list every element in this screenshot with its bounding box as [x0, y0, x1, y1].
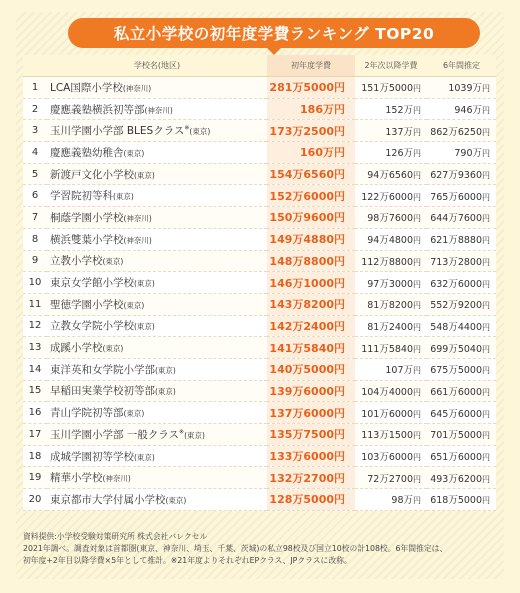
school-region: (東京)	[134, 279, 155, 289]
second-year-fee: 122万6000	[361, 191, 413, 203]
yen-unit: 円	[413, 301, 421, 311]
school-name-cell	[47, 424, 267, 446]
first-year-fee-cell	[267, 77, 355, 99]
yen-unit: 円	[482, 366, 490, 376]
six-year-fee-cell	[427, 337, 496, 359]
rank-cell: 1	[23, 77, 47, 99]
first-year-fee-cell	[267, 467, 355, 489]
first-year-fee-cell	[267, 163, 355, 185]
first-year-fee-cell	[267, 424, 355, 446]
school-name-cell	[47, 380, 267, 402]
first-year-fee: 149万4880	[269, 233, 334, 247]
table-row	[23, 163, 496, 185]
yen-unit: 円	[413, 344, 421, 354]
first-year-unit: 円	[334, 341, 345, 355]
second-year-fee: 98万	[391, 495, 413, 507]
six-year-fee-cell	[427, 402, 496, 424]
school-name-cell	[47, 250, 267, 272]
second-year-fee: 111万5840	[361, 343, 413, 355]
six-year-fee: 661万6000	[430, 386, 482, 398]
school-name: 横浜雙葉小学校	[50, 233, 124, 246]
yen-unit: 円	[482, 387, 490, 397]
yen-unit: 円	[482, 236, 490, 246]
school-name-cell	[47, 293, 267, 315]
first-year-unit: 円	[334, 363, 345, 377]
header-six-year: 6年間推定	[427, 55, 496, 77]
school-name-cell	[47, 489, 267, 511]
second-year-fee-cell	[355, 163, 427, 185]
footnote-method: 2021年調べ。調査対象は首都圏(東京、神奈川、埼玉、千葉、茨城)の私立98校及び国立10校の計108校。6年間推定は、	[23, 544, 448, 553]
yen-unit: 円	[482, 214, 490, 224]
six-year-fee: 765万6000	[430, 191, 482, 203]
six-year-fee: 862万6250	[430, 126, 482, 138]
first-year-unit: 円	[334, 189, 345, 203]
school-name: 慶應義塾幼稚舎	[50, 146, 124, 159]
second-year-fee: 151万5000	[361, 83, 413, 95]
school-region: (東京)	[102, 257, 124, 267]
table-row	[23, 142, 496, 164]
first-year-unit: 円	[334, 450, 345, 464]
six-year-fee: 790万	[454, 148, 482, 160]
six-year-fee: 946万	[454, 105, 482, 117]
table-row	[23, 337, 496, 359]
six-year-fee: 644万7600	[430, 213, 482, 225]
six-year-fee: 1039万	[448, 83, 482, 95]
school-name: 東京都市大学付属小学校	[50, 493, 166, 506]
yen-unit: 円	[482, 257, 490, 267]
first-year-unit: 円	[334, 124, 345, 138]
table-header-row	[23, 55, 496, 77]
school-region: (東京)	[155, 387, 176, 397]
rank-cell: 17	[23, 424, 47, 446]
table-row	[23, 185, 496, 207]
school-name-cell	[47, 272, 267, 294]
first-year-fee: 133万6000	[269, 450, 334, 464]
table-row	[23, 250, 496, 272]
first-year-fee-cell	[267, 445, 355, 467]
school-name: 精華小学校	[50, 472, 103, 485]
first-year-fee-cell	[267, 228, 355, 250]
six-year-fee-cell	[427, 489, 496, 511]
first-year-fee-cell	[267, 380, 355, 402]
first-year-fee-cell	[267, 489, 355, 511]
first-year-fee: 128万5000	[269, 493, 334, 507]
first-year-unit: 円	[334, 406, 345, 420]
school-name-cell	[47, 228, 267, 250]
school-region: (東京)	[134, 322, 155, 332]
second-year-fee-cell	[355, 358, 427, 380]
second-year-fee: 104万4000	[361, 386, 413, 398]
yen-unit: 円	[482, 409, 490, 419]
six-year-fee-cell	[427, 467, 496, 489]
six-year-fee-cell	[427, 120, 496, 142]
school-name-cell	[47, 207, 267, 229]
six-year-fee-cell	[427, 228, 496, 250]
rank-cell: 10	[23, 272, 47, 294]
second-year-fee: 113万1500	[361, 430, 413, 442]
footnote-source: 資料提供:小学校受験対策研究所 株式会社バレクセル	[23, 532, 208, 541]
second-year-fee: 94万6560	[367, 170, 413, 182]
first-year-fee: 135万7500	[269, 428, 334, 442]
first-year-unit: 円	[334, 168, 345, 182]
yen-unit: 円	[413, 496, 421, 506]
school-region: (東京)	[155, 365, 176, 375]
second-year-fee-cell	[355, 489, 427, 511]
footnotes	[23, 531, 496, 567]
school-name-cell	[47, 467, 267, 489]
first-year-fee: 143万8200	[269, 298, 334, 312]
header-school: 学校名(地区)	[47, 55, 267, 77]
rank-cell: 18	[23, 445, 47, 467]
first-year-unit: 円	[334, 254, 345, 268]
first-year-fee: 152万6000	[269, 189, 334, 203]
yen-unit: 円	[413, 257, 421, 267]
first-year-unit: 円	[334, 146, 345, 160]
yen-unit: 円	[482, 496, 490, 506]
second-year-fee-cell	[355, 293, 427, 315]
six-year-fee-cell	[427, 424, 496, 446]
yen-unit: 円	[482, 301, 490, 311]
second-year-fee-cell	[355, 250, 427, 272]
first-year-fee-cell	[267, 272, 355, 294]
second-year-fee-cell	[355, 142, 427, 164]
school-name: 学習院初等科	[50, 190, 113, 203]
ranking-table	[23, 55, 496, 511]
school-name-cell	[47, 402, 267, 424]
school-name-cell	[47, 77, 267, 99]
school-name-cell	[47, 163, 267, 185]
table-row	[23, 272, 496, 294]
first-year-fee: 154万6560	[269, 168, 334, 182]
yen-unit: 円	[413, 127, 421, 137]
six-year-fee: 675万5000	[430, 365, 482, 377]
second-year-fee-cell	[355, 185, 427, 207]
first-year-fee-cell	[267, 207, 355, 229]
first-year-fee-cell	[267, 293, 355, 315]
yen-unit: 円	[413, 106, 421, 116]
school-region: (東京)	[165, 495, 187, 505]
second-year-fee-cell	[355, 337, 427, 359]
second-year-fee: 137万	[385, 126, 413, 138]
six-year-fee-cell	[427, 445, 496, 467]
six-year-fee: 701万5000	[430, 430, 482, 442]
school-name: 玉川学園小学部 一般クラス	[50, 428, 180, 441]
second-year-fee-cell	[355, 402, 427, 424]
school-region: (東京)	[102, 344, 124, 354]
rank-cell: 3	[23, 120, 47, 142]
first-year-fee: 173万2500	[269, 124, 334, 138]
school-name: 東洋英和女学院小学部	[50, 363, 155, 376]
second-year-fee: 103万6000	[361, 452, 413, 464]
yen-unit: 円	[482, 127, 490, 137]
second-year-fee-cell	[355, 272, 427, 294]
first-year-unit: 円	[334, 384, 345, 398]
second-year-fee: 72万2700	[367, 473, 413, 485]
table-row	[23, 424, 496, 446]
school-region: (東京)	[123, 300, 145, 310]
six-year-fee: 699万5040	[430, 343, 482, 355]
school-region: (東京)	[184, 430, 205, 440]
first-year-fee-cell	[267, 402, 355, 424]
first-year-fee: 160万	[300, 146, 334, 160]
first-year-fee-cell	[267, 98, 355, 120]
footnote-mark: ※	[179, 428, 185, 436]
yen-unit: 円	[413, 214, 421, 224]
school-region: (東京)	[123, 148, 145, 158]
header-rank	[23, 55, 47, 77]
yen-unit: 円	[482, 279, 490, 289]
school-name: 桐蔭学園小学校	[50, 211, 124, 224]
yen-unit: 円	[482, 453, 490, 463]
school-region: (神奈川)	[144, 105, 173, 115]
yen-unit: 円	[413, 236, 421, 246]
table-row	[23, 120, 496, 142]
school-name: 慶應義塾横浜初等部	[50, 103, 145, 116]
six-year-fee-cell	[427, 358, 496, 380]
footnote-formula: 初年度+2年目以降学費×5年として推計。※21年度よりそれぞれEPクラス、JPクラスに改称。	[23, 556, 352, 565]
second-year-fee: 112万8800	[361, 256, 413, 268]
second-year-fee: 126万	[385, 148, 413, 160]
rank-cell: 15	[23, 380, 47, 402]
six-year-fee-cell	[427, 315, 496, 337]
first-year-fee-cell	[267, 120, 355, 142]
yen-unit: 円	[413, 192, 421, 202]
school-name: LCA国際小学校	[50, 81, 123, 94]
second-year-fee-cell	[355, 98, 427, 120]
rank-cell: 14	[23, 358, 47, 380]
first-year-fee-cell	[267, 185, 355, 207]
school-name-cell	[47, 315, 267, 337]
school-name: 東京女学館小学校	[50, 277, 134, 290]
six-year-fee: 493万6200	[430, 473, 482, 485]
second-year-fee: 97万3000	[367, 278, 413, 290]
yen-unit: 円	[413, 431, 421, 441]
school-name-cell	[47, 337, 267, 359]
school-region: (神奈川)	[102, 474, 131, 484]
first-year-fee: 186万	[300, 103, 334, 117]
first-year-fee: 150万9600	[269, 211, 334, 225]
school-name-cell	[47, 445, 267, 467]
school-name: 玉川学園小学部 BLESクラス	[50, 125, 185, 138]
six-year-fee: 621万8880	[430, 235, 482, 247]
first-year-fee: 137万6000	[269, 406, 334, 420]
first-year-fee-cell	[267, 315, 355, 337]
school-name-cell	[47, 120, 267, 142]
school-name: 成城学園初等学校	[50, 450, 134, 463]
first-year-unit: 円	[334, 298, 345, 312]
table-row	[23, 77, 496, 99]
first-year-unit: 円	[334, 471, 345, 485]
school-region: (東京)	[134, 452, 155, 462]
yen-unit: 円	[482, 84, 490, 94]
school-name-cell	[47, 358, 267, 380]
table-row	[23, 445, 496, 467]
table-row	[23, 228, 496, 250]
first-year-unit: 円	[334, 319, 345, 333]
school-region: (神奈川)	[123, 235, 152, 245]
first-year-fee-cell	[267, 142, 355, 164]
yen-unit: 円	[482, 106, 490, 116]
table-row	[23, 358, 496, 380]
second-year-fee-cell	[355, 77, 427, 99]
table-row	[23, 489, 496, 511]
school-region: (東京)	[123, 409, 145, 419]
yen-unit: 円	[413, 171, 421, 181]
rank-cell: 6	[23, 185, 47, 207]
yen-unit: 円	[413, 366, 421, 376]
second-year-fee-cell	[355, 120, 427, 142]
footnote-mark: ※	[184, 124, 190, 132]
first-year-fee-cell	[267, 337, 355, 359]
first-year-fee-cell	[267, 358, 355, 380]
school-name: 聖徳学園小学校	[50, 298, 124, 311]
first-year-fee: 281万5000	[269, 81, 334, 95]
second-year-fee: 98万7600	[367, 213, 413, 225]
second-year-fee-cell	[355, 424, 427, 446]
six-year-fee: 618万5000	[430, 495, 482, 507]
rank-cell: 16	[23, 402, 47, 424]
school-name: 早稲田実業学校初等部	[50, 385, 155, 398]
school-region: (東京)	[189, 127, 211, 137]
six-year-fee-cell	[427, 98, 496, 120]
first-year-unit: 円	[334, 428, 345, 442]
yen-unit: 円	[413, 474, 421, 484]
first-year-unit: 円	[334, 211, 345, 225]
rank-cell: 5	[23, 163, 47, 185]
six-year-fee-cell	[427, 163, 496, 185]
yen-unit: 円	[413, 149, 421, 159]
yen-unit: 円	[413, 84, 421, 94]
first-year-unit: 円	[334, 493, 345, 507]
six-year-fee: 651万6000	[430, 452, 482, 464]
yen-unit: 円	[413, 409, 421, 419]
first-year-fee: 146万1000	[269, 276, 334, 290]
yen-unit: 円	[413, 453, 421, 463]
first-year-fee: 141万5840	[269, 341, 334, 355]
yen-unit: 円	[482, 171, 490, 181]
second-year-fee-cell	[355, 315, 427, 337]
school-name: 成蹊小学校	[50, 342, 103, 355]
first-year-fee: 139万6000	[269, 384, 334, 398]
rank-cell: 2	[23, 98, 47, 120]
six-year-fee-cell	[427, 207, 496, 229]
first-year-fee: 148万8800	[269, 254, 334, 268]
second-year-fee-cell	[355, 380, 427, 402]
rank-cell: 11	[23, 293, 47, 315]
school-region: (神奈川)	[122, 83, 152, 93]
school-name: 新渡戸文化小学校	[50, 168, 134, 181]
yen-unit: 円	[482, 192, 490, 202]
table-row	[23, 98, 496, 120]
second-year-fee: 94万4800	[367, 235, 413, 247]
first-year-unit: 円	[334, 233, 345, 247]
first-year-unit: 円	[334, 276, 345, 290]
yen-unit: 円	[482, 322, 490, 332]
yen-unit: 円	[482, 344, 490, 354]
first-year-unit: 円	[334, 103, 345, 117]
six-year-fee: 645万6000	[430, 408, 482, 420]
first-year-fee: 142万2400	[269, 319, 334, 333]
rank-cell: 9	[23, 250, 47, 272]
yen-unit: 円	[413, 387, 421, 397]
rank-cell: 8	[23, 228, 47, 250]
six-year-fee-cell	[427, 380, 496, 402]
second-year-fee-cell	[355, 467, 427, 489]
second-year-fee-cell	[355, 207, 427, 229]
school-region: (東京)	[134, 170, 155, 180]
six-year-fee-cell	[427, 250, 496, 272]
school-name-cell	[47, 142, 267, 164]
second-year-fee: 81万8200	[367, 300, 413, 312]
yen-unit: 円	[413, 279, 421, 289]
rank-cell: 12	[23, 315, 47, 337]
second-year-fee-cell	[355, 445, 427, 467]
header-second-year: 2年次以降学費	[355, 55, 427, 77]
school-name: 立教女学院小学校	[50, 320, 134, 333]
six-year-fee-cell	[427, 272, 496, 294]
second-year-fee-cell	[355, 228, 427, 250]
header-first-year: 初年度学費	[267, 55, 355, 77]
second-year-fee: 107万	[385, 365, 413, 377]
six-year-fee-cell	[427, 77, 496, 99]
yen-unit: 円	[413, 322, 421, 332]
school-name-cell	[47, 185, 267, 207]
first-year-fee-cell	[267, 250, 355, 272]
six-year-fee: 548万4400	[430, 321, 482, 333]
rank-cell: 7	[23, 207, 47, 229]
six-year-fee: 632万6000	[430, 278, 482, 290]
table-row	[23, 207, 496, 229]
school-name-cell	[47, 98, 267, 120]
table-row	[23, 467, 496, 489]
first-year-fee: 132万2700	[269, 471, 334, 485]
table-row	[23, 380, 496, 402]
first-year-unit: 円	[334, 81, 345, 95]
table-row	[23, 315, 496, 337]
rank-cell: 4	[23, 142, 47, 164]
page-title: 私立小学校の初年度学費ランキング TOP20	[68, 18, 480, 48]
first-year-fee: 140万5000	[269, 363, 334, 377]
yen-unit: 円	[482, 431, 490, 441]
second-year-fee: 101万6000	[361, 408, 413, 420]
school-region: (神奈川)	[123, 213, 152, 223]
second-year-fee: 81万2400	[367, 321, 413, 333]
six-year-fee-cell	[427, 293, 496, 315]
yen-unit: 円	[482, 474, 490, 484]
school-name: 立教小学校	[50, 255, 103, 268]
table-row	[23, 293, 496, 315]
yen-unit: 円	[482, 149, 490, 159]
school-name: 青山学院初等部	[50, 407, 124, 420]
rank-cell: 19	[23, 467, 47, 489]
six-year-fee: 552万9200	[430, 300, 482, 312]
six-year-fee: 627万9360	[430, 170, 482, 182]
six-year-fee-cell	[427, 185, 496, 207]
rank-cell: 20	[23, 489, 47, 511]
table-row	[23, 402, 496, 424]
second-year-fee: 152万	[385, 105, 413, 117]
school-region: (東京)	[113, 192, 134, 202]
rank-cell: 13	[23, 337, 47, 359]
six-year-fee: 713万2800	[430, 256, 482, 268]
six-year-fee-cell	[427, 142, 496, 164]
